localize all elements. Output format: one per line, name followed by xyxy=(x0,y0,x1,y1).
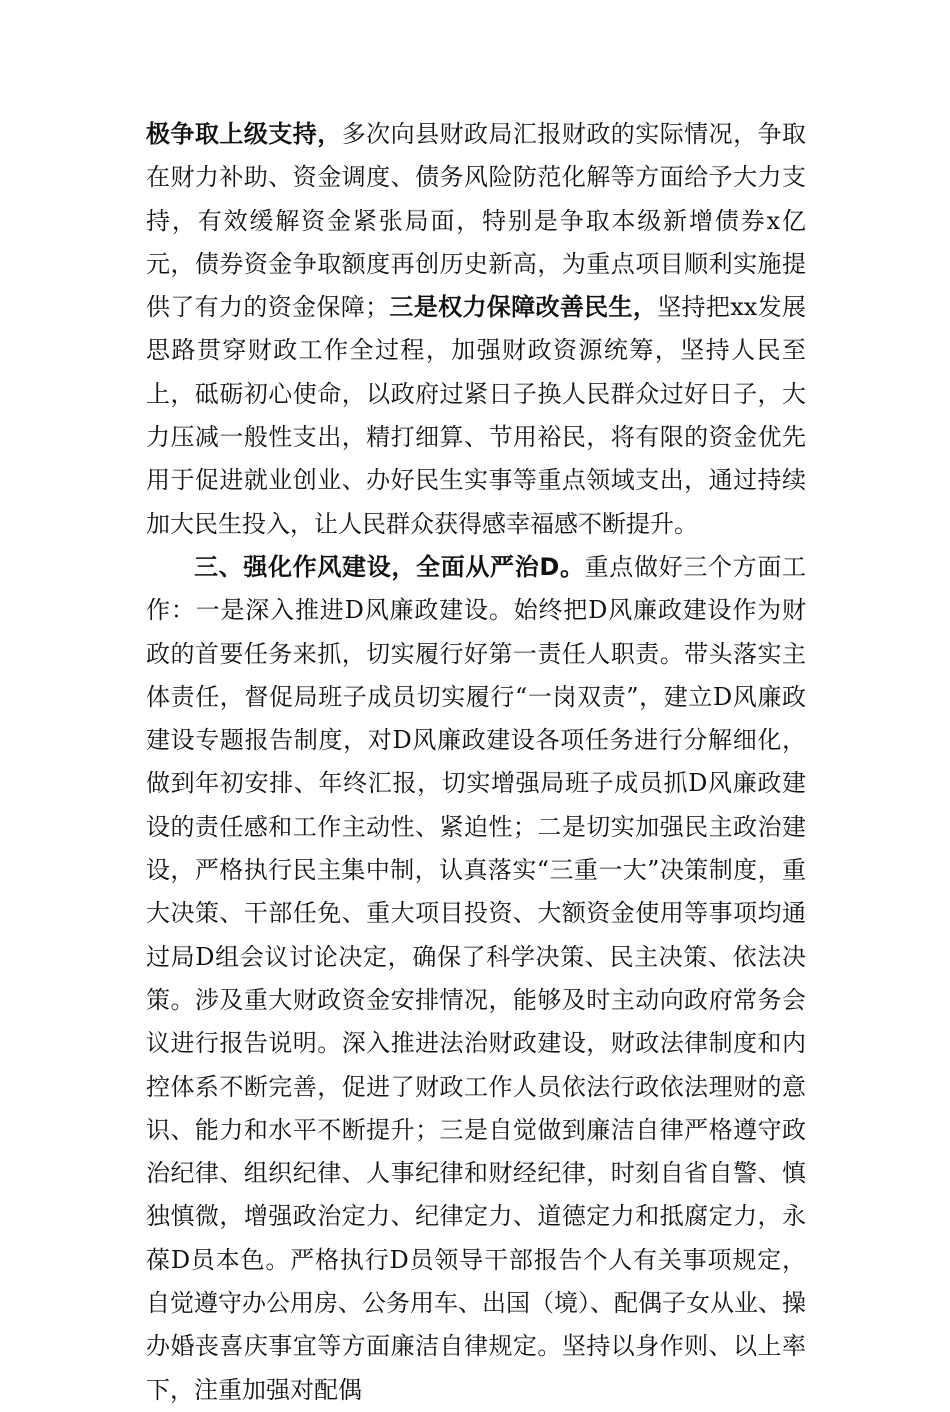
bold-phrase-livelihood: 三是权力保障改善民生， xyxy=(389,293,658,322)
text-run: 多次向县财政局汇报财政的实际情况，争取在财力补助、资金调度、债务风险防范化解等方面给予大力支持，有效缓解资金紧张局面，特别是争取本级新增债券x亿元，债券资金争取额度再创历史新高，为重点项目顺利实施提供了有力的资金保障； xyxy=(146,120,807,322)
paragraph-funding-and-livelihood xyxy=(146,113,806,546)
section-heading-work-style: 三、强化作风建设，全面从严治D。 xyxy=(194,552,585,581)
body-text xyxy=(146,113,806,1412)
paragraph-work-style xyxy=(146,546,806,1412)
text-run: 重点做好三个方面工作：一是深入推进D风廉政建设。始终把D风廉政建设作为财政的首要任务来抓，切实履行好第一责任人职责。带头落实主体责任，督促局班子成员切实履行“一岗双责”，建立D风廉政建设专题报告制度，对D风廉政建设各项任务进行分解细化，做到年初安排、年终汇报，切实增强局班子成员抓D风廉政建设的责任感和工作主动性、紧迫性；二是切实加强民主政治建设，严格执行民主集中制，认真落实“三重一大”决策制度，重大决策、干部任免、重大项目投资、大额资金使用等事项均通过局D组会议讨论决定，确保了科学决策、民主决策、依法决策。涉及重大财政资金安排情况，能够及时主动向政府常务会议进行报告说明。深入推进法治财政建设，财政法律制度和内控体系不断完善，促进了财政工作人员依法行政依法理财的意识、能力和水平不断提升；三是自觉做到廉洁自律严格遵守政治纪律、组织纪律、人事纪律和财经纪律，时刻自省自警、慎独慎微，增强政治定力、纪律定力、道德定力和抵腐定力，永葆D员本色。严格执行D员领导干部报告个人有关事项规定，自觉遵守办公用房、公务用车、出国（境）、配偶子女从业、操办婚丧喜庆事宜等方面廉洁自律规定。坚持以身作则、以上率下，注重加强对配偶 xyxy=(146,552,806,1404)
text-run: 坚持把xx发展思路贯穿财政工作全过程，加强财政资源统筹，坚持人民至上，砥砺初心使命，以政府过紧日子换人民群众过好日子，大力压减一般性支出，精打细算、节用裕民，将有限的资金优先用于促进就业创业、办好民生实事等重点领域支出，通过持续加大民生投入，让人民群众获得感幸福感不断提升。 xyxy=(146,293,807,538)
bold-phrase-seek-support: 极争取上级支持， xyxy=(146,120,342,148)
